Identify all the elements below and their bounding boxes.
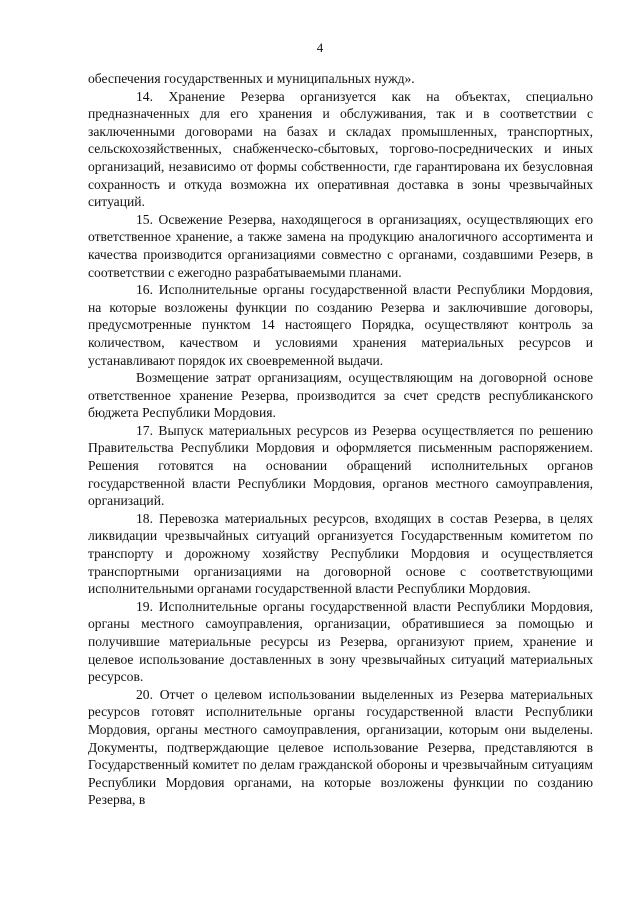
paragraph-16-compensation: Возмещение затрат организациям, осуществляющим на договорной основе ответственное хранение Резерва, производится за счет средств республиканского бюджета Республики Мордовия.	[88, 370, 593, 421]
document-body	[88, 70, 593, 809]
paragraph-15: 15. Освежение Резерва, находящегося в организациях, осуществляющих его ответственное хранение, а также замена на продукцию аналогичного ассортимента и качества производится организациями совместно с органами, создавшими Резерв, в соответствии с ежегодно разрабатываемыми планами.	[88, 211, 593, 280]
paragraph-20: 20. Отчет о целевом использовании выделенных из Резерва материальных ресурсов готовят исполнительные органы государственной власти Республики Мордовия, органы местного самоуправления, организации, которым они выделены. Документы, подтверждающие целевое использование Резерва, представляются в Государственный комитет по делам гражданской обороны и чрезвычайным ситуациям Республики Мордовия органами, на которые возложены функции по созданию Резерва, в	[88, 686, 593, 808]
paragraph-17: 17. Выпуск материальных ресурсов из Резерва осуществляется по решению Правительства Республики Мордовия и оформляется письменным распоряжением. Решения готовятся на основании обращений исполнительных органов государственной власти Республики Мордовия, органов местного самоуправления, организаций.	[88, 422, 593, 509]
paragraph-19: 19. Исполнительные органы государственной власти Республики Мордовия, органы местного самоуправления, организации, обратившиеся за помощью и получившие материальные ресурсы из Резерва, организуют прием, хранение и целевое использование доставленных в зону чрезвычайных ситуаций материальных ресурсов.	[88, 598, 593, 685]
page-number: 4	[316, 40, 324, 55]
paragraph-16: 16. Исполнительные органы государственной власти Республики Мордовия, на которые возложены функции по созданию Резерва и заключившие договоры, предусмотренные пунктом 14 настоящего Порядка, осуществляют контроль за количеством, качеством и условиями хранения материальных ресурсов и устанавливают порядок их своевременной выдачи.	[88, 282, 593, 368]
paragraph-continuation: обеспечения государственных и муниципальных нужд».	[88, 71, 415, 86]
paragraph-14: 14. Хранение Резерва организуется как на объектах, специально предназначенных для его хранения и обслуживания, так и в соответствии с заключенными договорами на базах и складах промышленных, транспортных, сельскохозяйственных, снабженческо-сбытовых, торгово-посреднических и иных организаций, независимо от формы собственности, где гарантирована их безусловная сохранность и откуда возможна их оперативная доставка в зоны чрезвычайных ситуаций.	[88, 88, 593, 210]
paragraph-18: 18. Перевозка материальных ресурсов, входящих в состав Резерва, в целях ликвидации чрезвычайных ситуаций организуется Государственным комитетом по транспорту и дорожному хозяйству Республики Мордовия и осуществляется транспортными организациями на договорной основе с соответствующими исполнительными органами государственной власти Республики Мордовия.	[88, 510, 593, 597]
